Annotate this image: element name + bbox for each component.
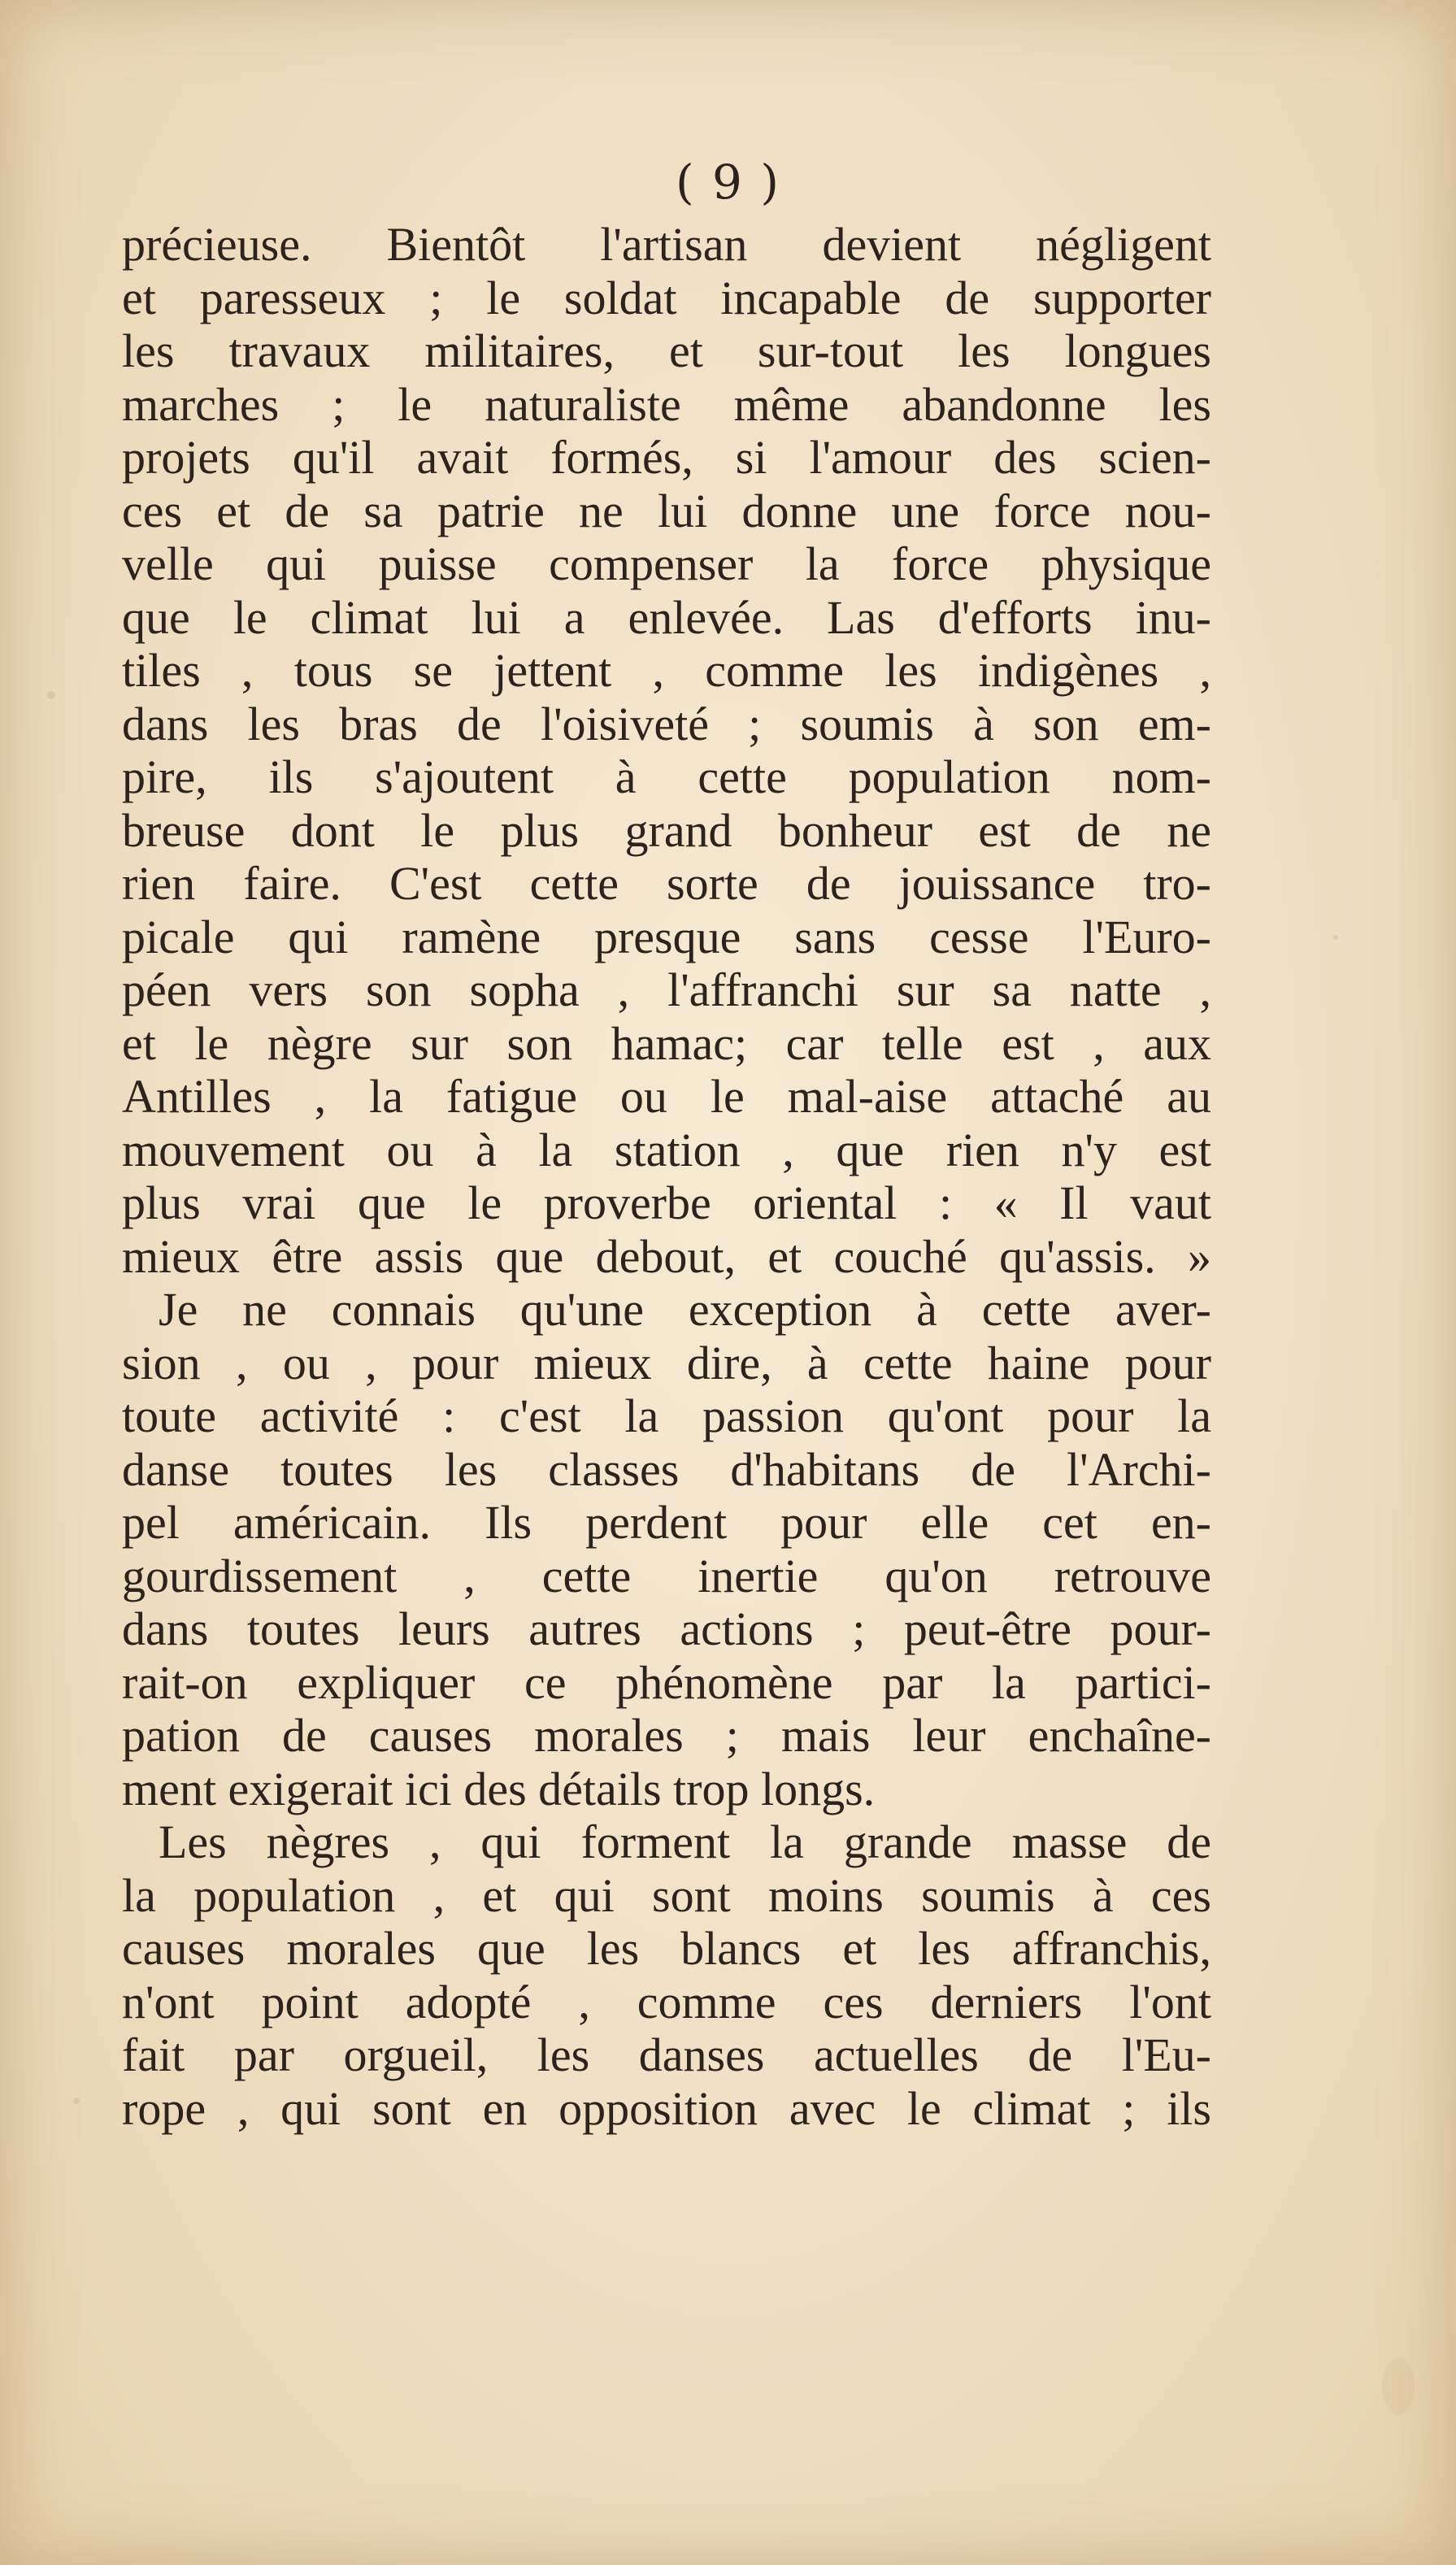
text-line: dans toutes leurs autres actions ; peut-être pour-	[122, 1602, 1211, 1655]
text-line: ment exigerait ici des détails trop longs.	[122, 1762, 876, 1815]
text-line: et le nègre sur son hamac; car telle est , aux	[122, 1016, 1211, 1070]
text-line: rait-on expliquer ce phénomène par la partici-	[122, 1655, 1211, 1709]
text-line: la population , et qui sont moins soumis à ces	[122, 1868, 1211, 1922]
text-line: les travaux militaires, et sur-tout les longues	[122, 324, 1211, 377]
text-line: Je ne connais qu'une exception à cette aver-	[159, 1283, 1211, 1336]
text-line: mouvement ou à la station , que rien n'y est	[122, 1123, 1211, 1176]
text-line: Antilles , la fatigue ou le mal-aise attaché au	[122, 1070, 1211, 1123]
text-line: que le climat lui a enlevée. Las d'efforts inu-	[122, 590, 1211, 644]
text-line: marches ; le naturaliste même abandonne les	[122, 377, 1211, 431]
text-line: picale qui ramène presque sans cesse l'Euro-	[122, 910, 1211, 963]
text-line: gourdissement , cette inertie qu'on retrouve	[122, 1549, 1211, 1602]
text-line: rope , qui sont en opposition avec le climat ; ils	[122, 2081, 1211, 2135]
text-line: velle qui puisse compenser la force physique	[122, 537, 1211, 590]
age-speck	[47, 691, 55, 699]
text-line: projets qu'il avait formés, si l'amour des scien-	[122, 431, 1211, 484]
text-line: précieuse. Bientôt l'artisan devient négligent	[122, 218, 1211, 271]
text-line: mieux être assis que debout, et couché qu'assis. »	[122, 1229, 1211, 1283]
age-speck	[1333, 935, 1338, 940]
text-line: et paresseux ; le soldat incapable de supporter	[122, 271, 1211, 324]
text-line: pire, ils s'ajoutent à cette population nom-	[122, 750, 1211, 803]
text-line: Les nègres , qui forment la grande masse de	[159, 1815, 1211, 1868]
text-line: pel américain. Ils perdent pour elle cet en-	[122, 1496, 1211, 1549]
page-number: ( 9 )	[675, 154, 781, 210]
text-line: pation de causes morales ; mais leur enchaîne-	[122, 1709, 1211, 1762]
text-line: breuse dont le plus grand bonheur est de ne	[122, 803, 1211, 857]
text-line: rien faire. C'est cette sorte de jouissance tro-	[122, 857, 1211, 910]
age-speck	[73, 2098, 80, 2104]
text-line: danse toutes les classes d'habitans de l'Archi-	[122, 1442, 1211, 1496]
text-line: sion , ou , pour mieux dire, à cette haine pour	[122, 1336, 1211, 1389]
text-line: tiles , tous se jettent , comme les indigènes ,	[122, 644, 1211, 697]
text-line: n'ont point adopté , comme ces derniers l'ont	[122, 1975, 1211, 2028]
text-line: causes morales que les blancs et les affranchis,	[122, 1922, 1211, 1975]
age-stain	[1382, 2358, 1415, 2415]
text-line: dans les bras de l'oisiveté ; soumis à son em-	[122, 697, 1211, 750]
text-line: plus vrai que le proverbe oriental : « Il vaut	[122, 1176, 1211, 1229]
text-line: toute activité : c'est la passion qu'ont pour la	[122, 1389, 1211, 1442]
text-line: ces et de sa patrie ne lui donne une force nou-	[122, 484, 1211, 537]
text-line: péen vers son sopha , l'affranchi sur sa natte ,	[122, 963, 1211, 1016]
text-line: fait par orgueil, les danses actuelles de l'Eu-	[122, 2028, 1211, 2081]
body-text	[122, 218, 1211, 2135]
